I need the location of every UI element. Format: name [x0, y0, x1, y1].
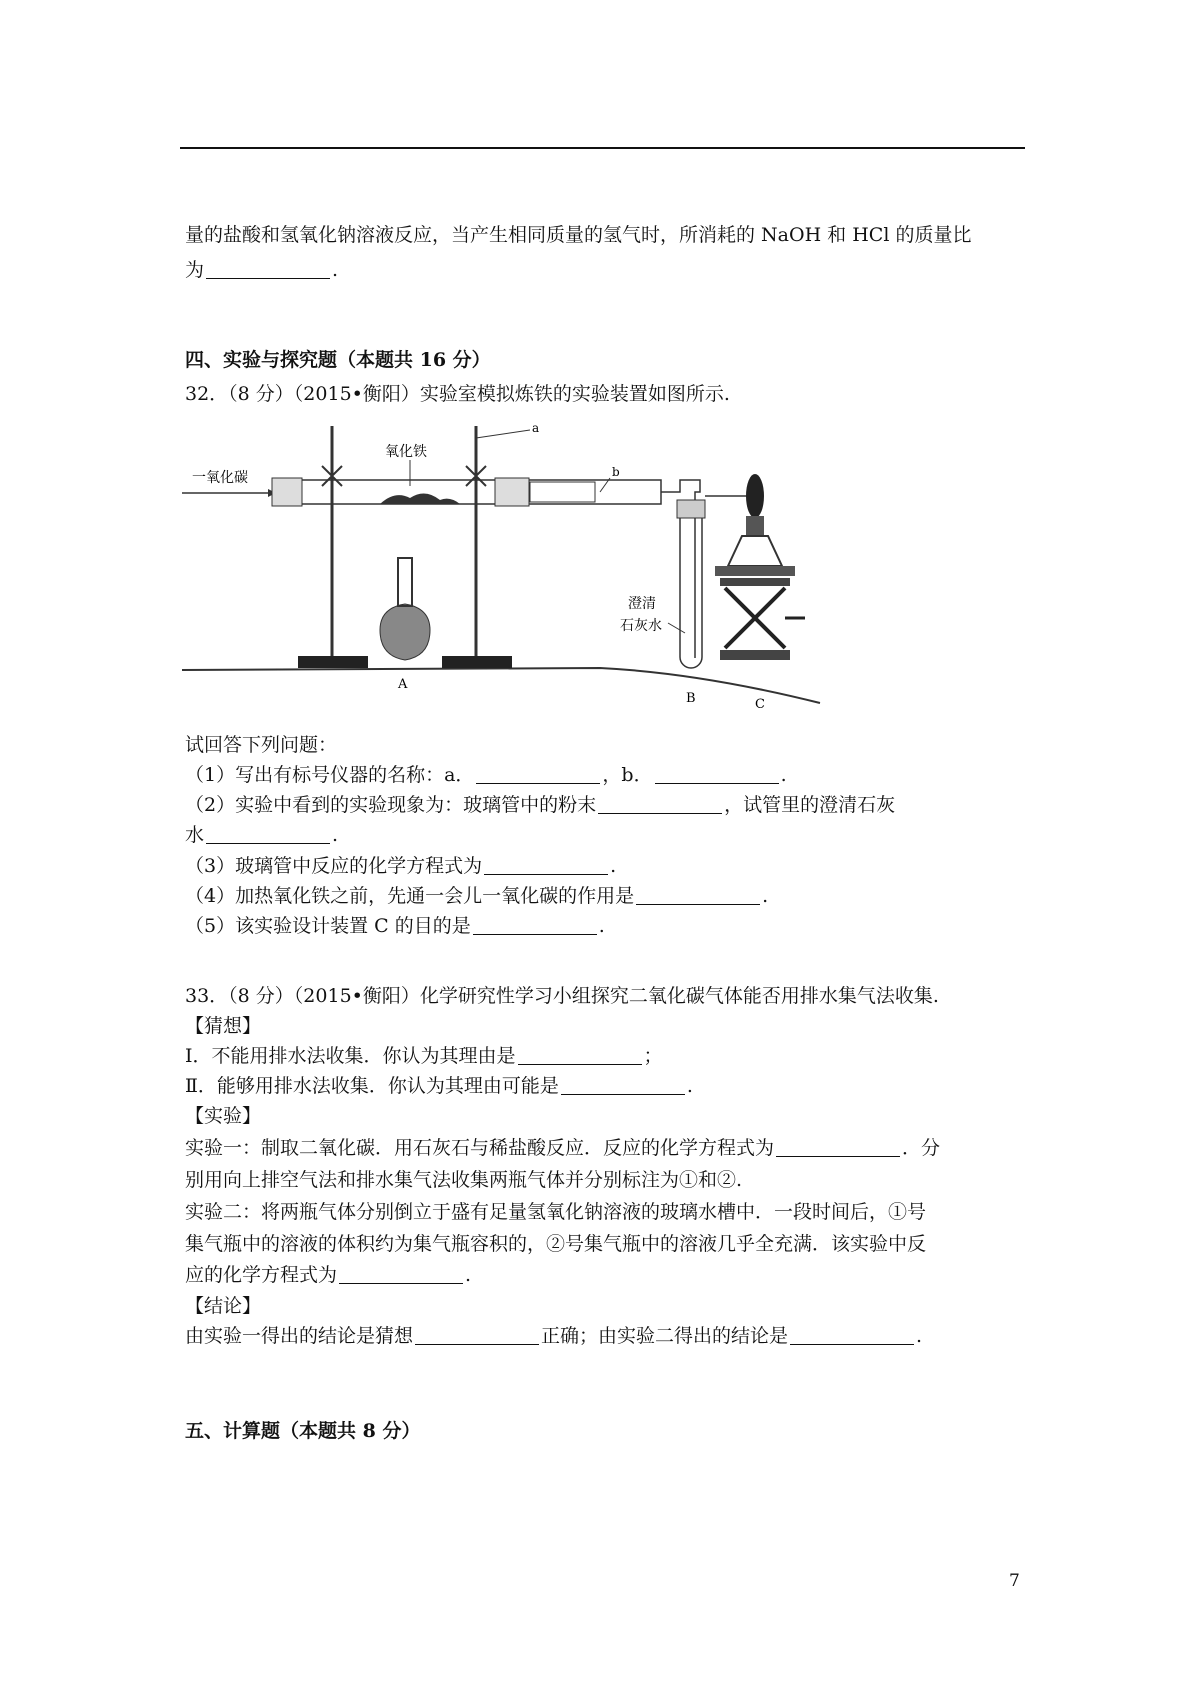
q32-part1-a: （1）写出有标号仪器的名称：a．: [185, 764, 475, 786]
q32-part3-text: （3）玻璃管中反应的化学方程式为: [185, 855, 483, 877]
label-a: a: [532, 421, 540, 435]
label-b: b: [612, 465, 620, 479]
q33-exp2-line1: 实验二：将两瓶气体分别倒立于盛有足量氢氧化钠溶液的玻璃水槽中．一段时间后，①号: [185, 1201, 927, 1223]
answer-blank: [476, 765, 600, 784]
q33-concl-title: 【结论】: [185, 1295, 262, 1317]
q32-part2-a: （2）实验中看到的实验现象为：玻璃管中的粉末: [185, 794, 597, 816]
q33-exp2-c: 应的化学方程式为: [185, 1264, 338, 1286]
q32-part1-end: .: [780, 764, 787, 786]
answer-blank: [598, 795, 722, 814]
stopper-left: [272, 478, 302, 506]
q33-guess1-end: ；: [643, 1045, 663, 1067]
page-number: 7: [1009, 1571, 1020, 1591]
q32-part5-text: （5）该实验设计装置 C 的目的是: [185, 915, 471, 937]
lamp-A-wick-holder: [398, 558, 412, 606]
answer-blank: [339, 1265, 463, 1284]
q33-exp1: [185, 1135, 940, 1161]
q32-part5-end: .: [598, 915, 605, 937]
q32-part2-end: .: [332, 824, 339, 846]
q33-exp1-b: ．分: [902, 1137, 941, 1159]
q31-line2-prefix: 为: [185, 259, 205, 281]
ironmaking-apparatus-figure: [180, 418, 830, 718]
q31-line1: 量的盐酸和氢氧化钠溶液反应，当产生相同质量的氢气时，所消耗的 NaOH 和 HCl 的质量比: [185, 224, 972, 246]
section4-title: 四、实验与探究题（本题共 16 分）: [185, 349, 491, 371]
stopper-middle: [495, 478, 529, 506]
q32-part2-c: 水: [185, 824, 205, 846]
q32-part4: [185, 883, 768, 909]
q33-exp2-line3: [185, 1262, 471, 1288]
q33-exp2-line2: 集气瓶中的溶液的体积约为集气瓶容积的，②号集气瓶中的溶液几乎全充满．该实验中反: [185, 1233, 927, 1255]
q32-part1: [185, 762, 787, 788]
answer-blank: [473, 916, 597, 935]
iron-oxide-label: 氧化铁: [385, 444, 427, 460]
co-label: 一氧化碳: [192, 470, 248, 486]
label-A: A: [398, 677, 408, 692]
ground-line: [182, 668, 820, 703]
q33-conclusion: [185, 1323, 922, 1349]
q33-guess-title: 【猜想】: [185, 1015, 262, 1037]
lab-jack-scissor: [725, 588, 785, 648]
q32-part5: [185, 913, 605, 939]
iron-stand-1-base: [298, 656, 368, 668]
q32-part3: [185, 853, 616, 879]
q33-concl-a: 由实验一得出的结论是猜想: [185, 1325, 414, 1347]
q33-exp2-end: .: [465, 1264, 472, 1286]
flame-C: [746, 474, 764, 518]
q33-exp-title: 【实验】: [185, 1105, 262, 1127]
iron-oxide-powder: [380, 493, 460, 504]
answer-blank: [790, 1326, 914, 1345]
test-tube-B-stopper: [677, 500, 705, 518]
answer-blank: [776, 1138, 900, 1157]
header-rule: [180, 147, 1025, 149]
q32-part2-b: ，试管里的澄清石灰: [724, 794, 896, 816]
answer-blank: [518, 1046, 642, 1065]
limewater-label-1: 澄清: [628, 596, 656, 612]
q32-part2: [185, 792, 895, 818]
q31-line2: [185, 257, 338, 283]
burner-C-body: [728, 536, 782, 566]
q33-guess2: [185, 1073, 693, 1099]
q32-part3-end: .: [610, 855, 617, 877]
alcohol-lamp-A: [380, 604, 430, 660]
answer-blank: [206, 825, 330, 844]
q33-guess1-text: Ⅰ．不能用排水法收集．你认为其理由是: [185, 1045, 516, 1067]
answer-blank: [655, 765, 779, 784]
q32-intro: 试回答下列问题：: [185, 734, 338, 756]
answer-blank: [206, 260, 330, 279]
q32-part4-text: （4）加热氧化铁之前，先通一会儿一氧化碳的作用是: [185, 885, 635, 907]
q32-part1-b: ，b．: [602, 764, 653, 786]
iron-stand-2-base: [442, 656, 512, 668]
q33-concl-end: .: [916, 1325, 923, 1347]
q32-part2-cont: [185, 822, 338, 848]
label-a-pointer: [476, 430, 530, 438]
q33-concl-b: 正确；由实验二得出的结论是: [541, 1325, 789, 1347]
answer-blank: [636, 886, 760, 905]
lab-jack-base: [720, 650, 790, 660]
q33-exp1-a: 实验一：制取二氧化碳．用石灰石与稀盐酸反应．反应的化学方程式为: [185, 1137, 775, 1159]
answer-blank: [484, 856, 608, 875]
connector-tube: [530, 482, 595, 502]
q32-stem: 32．（8 分）（2015•衡阳）实验室模拟炼铁的实验装置如图所示.: [185, 383, 730, 405]
q33-guess2-end: .: [686, 1075, 693, 1097]
q32-part4-end: .: [762, 885, 769, 907]
label-B: B: [686, 691, 696, 706]
q33-stem: 33．（8 分）（2015•衡阳）化学研究性学习小组探究二氧化碳气体能否用排水集气法收集.: [185, 985, 939, 1007]
q33-guess2-text: Ⅱ．能够用排水法收集．你认为其理由可能是: [185, 1075, 559, 1097]
label-C: C: [755, 697, 765, 712]
q31-line2-suffix: .: [332, 259, 339, 281]
burner-C-neck: [746, 516, 764, 536]
q33-guess1: [185, 1043, 663, 1069]
answer-blank: [561, 1076, 685, 1095]
limewater-label-2: 石灰水: [620, 618, 662, 634]
q33-exp1-cont: 别用向上排空气法和排水集气法收集两瓶气体并分别标注为①和②.: [185, 1169, 743, 1191]
lab-jack-top: [720, 578, 790, 586]
section5-title: 五、计算题（本题共 8 分）: [185, 1420, 421, 1442]
limewater-pointer: [668, 623, 685, 633]
test-tube-B: [680, 503, 702, 668]
answer-blank: [415, 1326, 539, 1345]
burner-C-plate: [715, 566, 795, 576]
